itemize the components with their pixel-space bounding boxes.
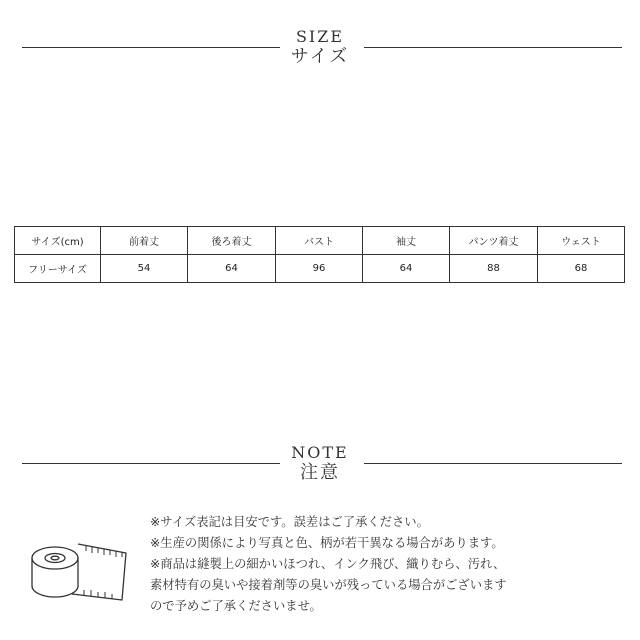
size-heading-jp: サイズ: [290, 46, 350, 67]
size-table: [14, 226, 625, 283]
cell-pants-length: 88: [450, 255, 538, 283]
size-table-row: [15, 255, 625, 283]
cell-front-length: 54: [101, 255, 188, 283]
cell-waist: 68: [538, 255, 625, 283]
note-heading: [0, 444, 640, 484]
note-heading-en: NOTE: [291, 443, 349, 462]
notes-block: [150, 512, 630, 617]
header-back-length: 後ろ着丈: [188, 227, 276, 255]
size-heading: [0, 28, 640, 68]
header-pants-length: パンツ着丈: [450, 227, 538, 255]
header-bust: バスト: [276, 227, 363, 255]
header-waist: ウェスト: [538, 227, 625, 255]
note-line-5: ので予めご了承くださいませ。: [150, 599, 322, 613]
cell-back-length: 64: [188, 255, 276, 283]
header-size-cm: サイズ(cm): [15, 227, 101, 255]
cell-sleeve-length: 64: [363, 255, 450, 283]
note-line-2: ※生産の関係により写真と色、柄が若干異なる場合があります。: [150, 536, 504, 550]
measuring-tape-icon: [26, 520, 136, 610]
note-line-1: ※サイズ表記は目安です。誤差はご了承ください。: [150, 515, 429, 529]
size-table-header-row: [15, 227, 625, 255]
header-sleeve-length: 袖丈: [363, 227, 450, 255]
note-heading-jp: 注意: [300, 462, 340, 483]
size-heading-en: SIZE: [295, 27, 345, 46]
cell-bust: 96: [276, 255, 363, 283]
header-front-length: 前着丈: [101, 227, 188, 255]
cell-size-name: フリーサイズ: [15, 255, 101, 283]
note-line-4: 素材特有の臭いや接着剤等の臭いが残っている場合がございます: [150, 578, 507, 592]
note-line-3: ※商品は縫製上の細かいほつれ、インク飛び、織りむら、汚れ、: [150, 557, 506, 571]
